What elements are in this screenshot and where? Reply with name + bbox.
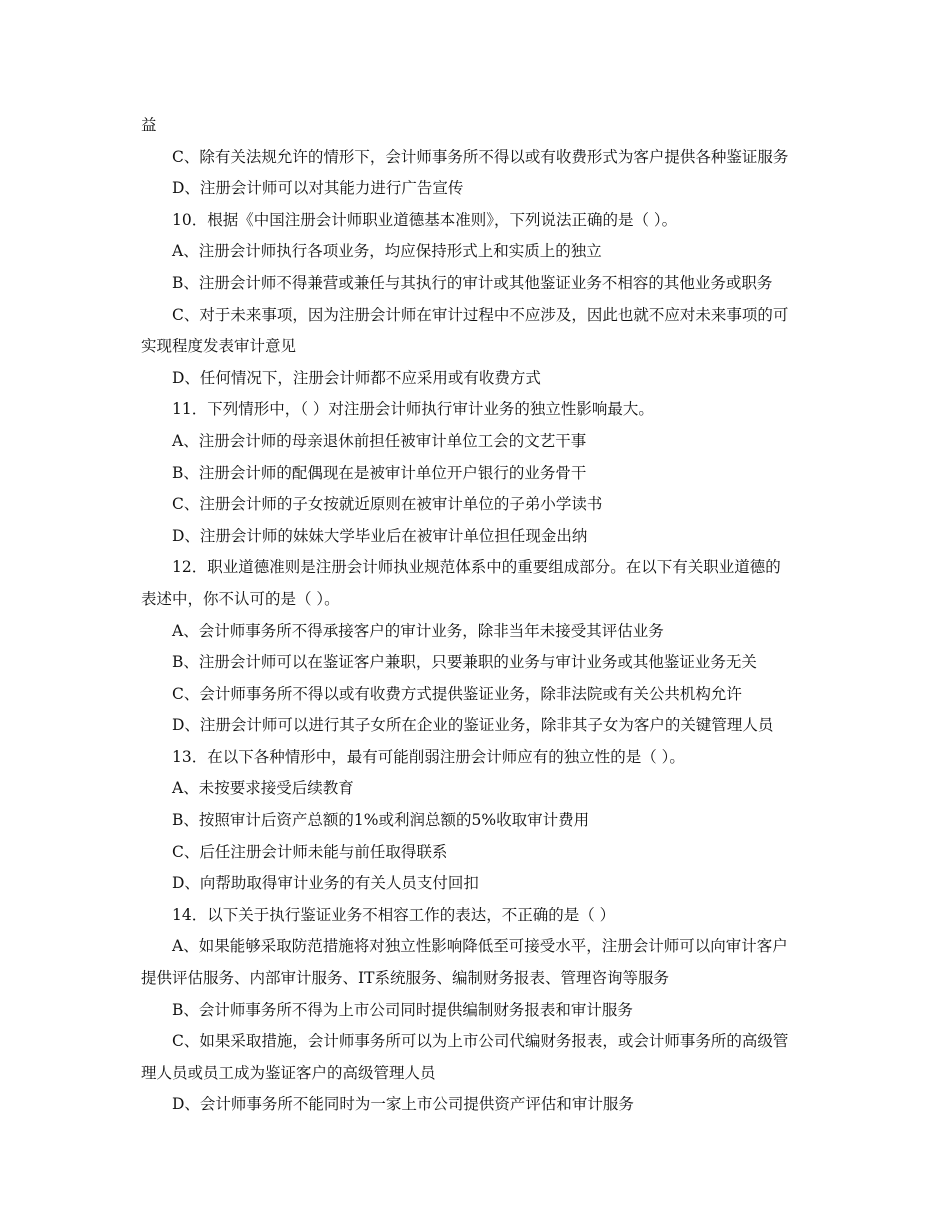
text-line: B、注册会计师可以在鉴证客户兼职，只要兼职的业务与审计业务或其他鉴证业务无关 [172,653,757,672]
question-12: 12．职业道德准则是注册会计师执业规范体系中的重要组成部分。在以下有关职业道德的 [172,558,781,577]
question-10: 10．根据《中国注册会计师职业道德基本准则》，下列说法正确的是（ ）。 [172,210,678,229]
text-line: D、注册会计师可以对其能力进行广告宣传 [172,179,464,198]
text-line: A、如果能够采取防范措施将对独立性影响降低至可接受水平，注册会计师可以向审计客户 [172,937,788,956]
text-line: C、后任注册会计师未能与前任取得联系 [172,842,448,861]
text-line: 理人员或员工成为鉴证客户的高级管理人员 [141,1063,436,1082]
text-line: 实现程度发表审计意见 [141,337,297,356]
text-line: C、除有关法规允许的情形下，会计师事务所不得以或有收费形式为客户提供各种鉴证服务 [172,147,789,166]
question-13: 13．在以下各种情形中，最有可能削弱注册会计师应有的独立性的是（ ）。 [172,747,685,766]
question-11: 11．下列情形中，（ ）对注册会计师执行审计业务的独立性影响最大。 [172,400,654,419]
text-line: B、注册会计师的配偶现在是被审计单位开户银行的业务骨干 [172,463,587,482]
text-line: B、会计师事务所不得为上市公司同时提供编制财务报表和审计服务 [172,1000,633,1019]
text-line: 益 [141,116,157,134]
text-line: B、注册会计师不得兼营或兼任与其执行的审计或其他鉴证业务不相容的其他业务或职务 [172,273,773,292]
text-line: 表述中，你不认可的是（ ）。 [141,589,340,608]
text-line: D、注册会计师可以进行其子女所在企业的鉴证业务，除非其子女为客户的关键管理人员 [172,716,774,735]
text-line: A、注册会计师执行各项业务，均应保持形式上和实质上的独立 [172,242,602,261]
text-line: D、向帮助取得审计业务的有关人员支付回扣 [172,874,479,893]
text-line: C、对于未来事项，因为注册会计师在审计过程中不应涉及，因此也就不应对未来事项的可 [172,305,789,324]
text-line: C、注册会计师的子女按就近原则在被审计单位的子弟小学读书 [172,495,603,514]
text-line: 提供评估服务、内部审计服务、IT系统服务、编制财务报表、管理咨询等服务 [141,969,669,988]
text-line: C、如果采取措施，会计师事务所可以为上市公司代编财务报表，或会计师事务所的高级管 [172,1032,789,1051]
text-line: A、未按要求接受后续教育 [172,779,354,798]
document-body [141,110,821,1121]
text-line: D、会计师事务所不能同时为一家上市公司提供资产评估和审计服务 [172,1095,634,1114]
text-line: A、会计师事务所不得承接客户的审计业务，除非当年未接受其评估业务 [172,621,664,640]
text-line: A、注册会计师的母亲退休前担任被审计单位工会的文艺干事 [172,431,587,450]
text-line: D、任何情况下，注册会计师都不应采用或有收费方式 [172,368,541,387]
text-line: B、按照审计后资产总额的1%或利润总额的5%收取审计费用 [172,811,590,830]
question-14: 14．以下关于执行鉴证业务不相容工作的表达，不正确的是（ ） [172,905,616,924]
text-line: C、会计师事务所不得以或有收费方式提供鉴证业务，除非法院或有关公共机构允许 [172,684,742,703]
text-line: D、注册会计师的妹妹大学毕业后在被审计单位担任现金出纳 [172,526,588,545]
